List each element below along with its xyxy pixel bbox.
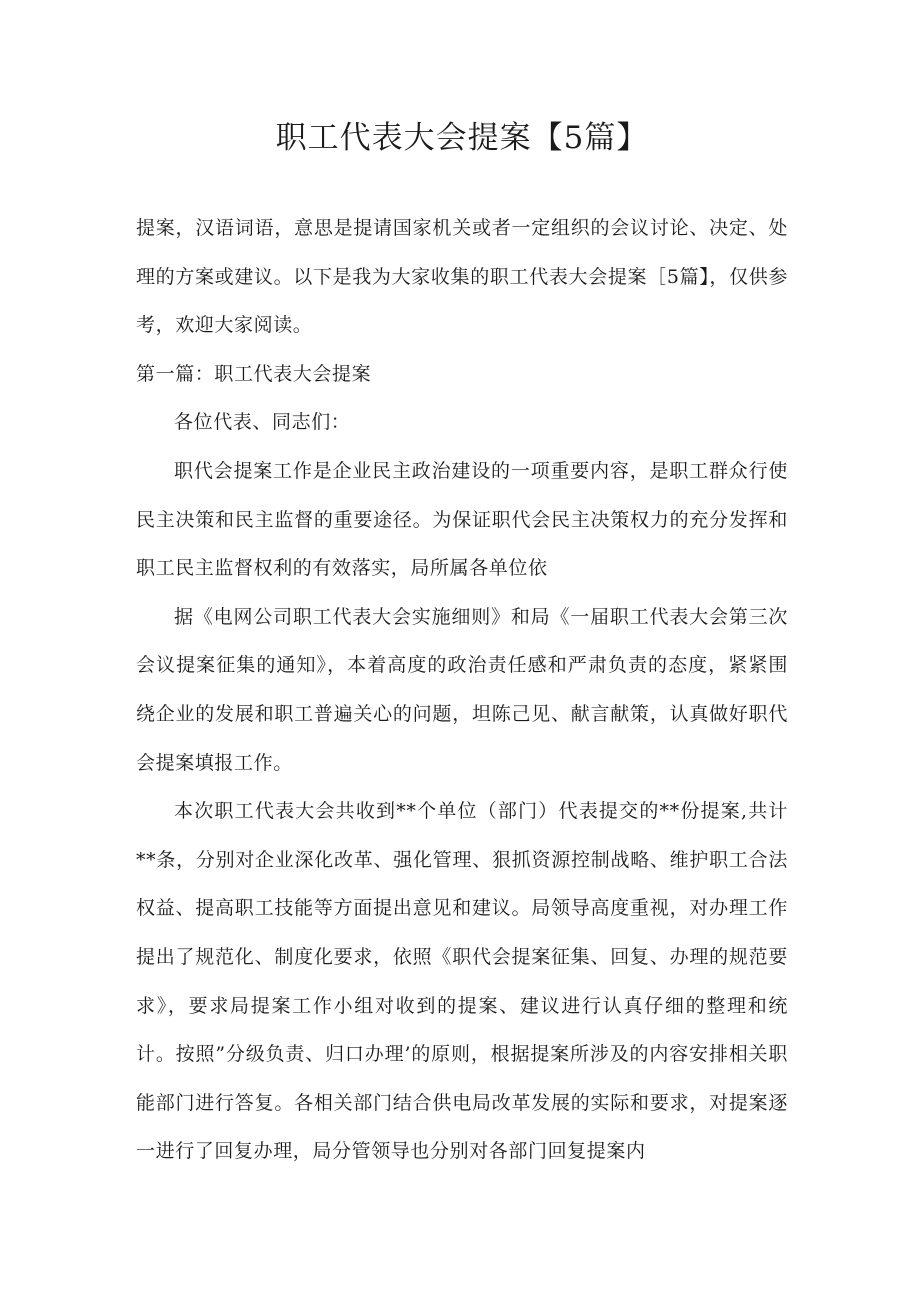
document-title: 职工代表大会提案【5篇】 — [275, 120, 649, 156]
intro-paragraph: 提案，汉语词语，意思是提请国家机关或者一定组织的会议讨论、决定、处理的方案或建议。以下是我为大家收集的职工代表大会提案［5篇】，仅供参考，欢迎大家阅读。 — [136, 217, 788, 337]
salutation-paragraph: 各位代表、同志们： — [174, 411, 351, 434]
body-paragraph-1: 职代会提案工作是企业民主政治建设的一项重要内容，是职工群众行使民主决策和民主监督的重要途径。为保证职代会民主决策权力的充分发挥和职工民主监督权利的有效落实，局所属各单位依 — [136, 459, 788, 580]
section-heading: 第一篇：职工代表大会提案 — [136, 362, 372, 385]
body-paragraph-2: 据《电网公司职工代表大会实施细则》和局《一届职工代表大会第三次会议提案征集的通知》，本着高度的政治责任感和严肃负责的态度，紧紧围绕企业的发展和职工普遍关心的问题，坦陈己见、献言献策，认真做好职代会提案填报工作。 — [136, 605, 788, 774]
body-paragraph-3: 本次职工代表大会共收到**个单位（部门）代表提交的**份提案,共计**条，分别对企业深化改革、强化管理、狠抓资源控制战略、维护职工合法权益、提高职工技能等方面提出意见和建议。局领导高度重视，对办理工作提出了规范化、制度化要求，依照《职代会提案征集、回复、办理的规范要求》，要求局提案工作小组对收到的提案、建议进行认真仔细的整理和统计。按照”分级负责、归口办理’的原则，根据提案所涉及的内容安排相关职能部门进行答复。各相关部门结合供电局改革发展的实际和要求，对提案逐一进行了回复办理，局分管领导也分别对各部门回复提案内 — [136, 800, 788, 1163]
document-body — [136, 204, 788, 1176]
